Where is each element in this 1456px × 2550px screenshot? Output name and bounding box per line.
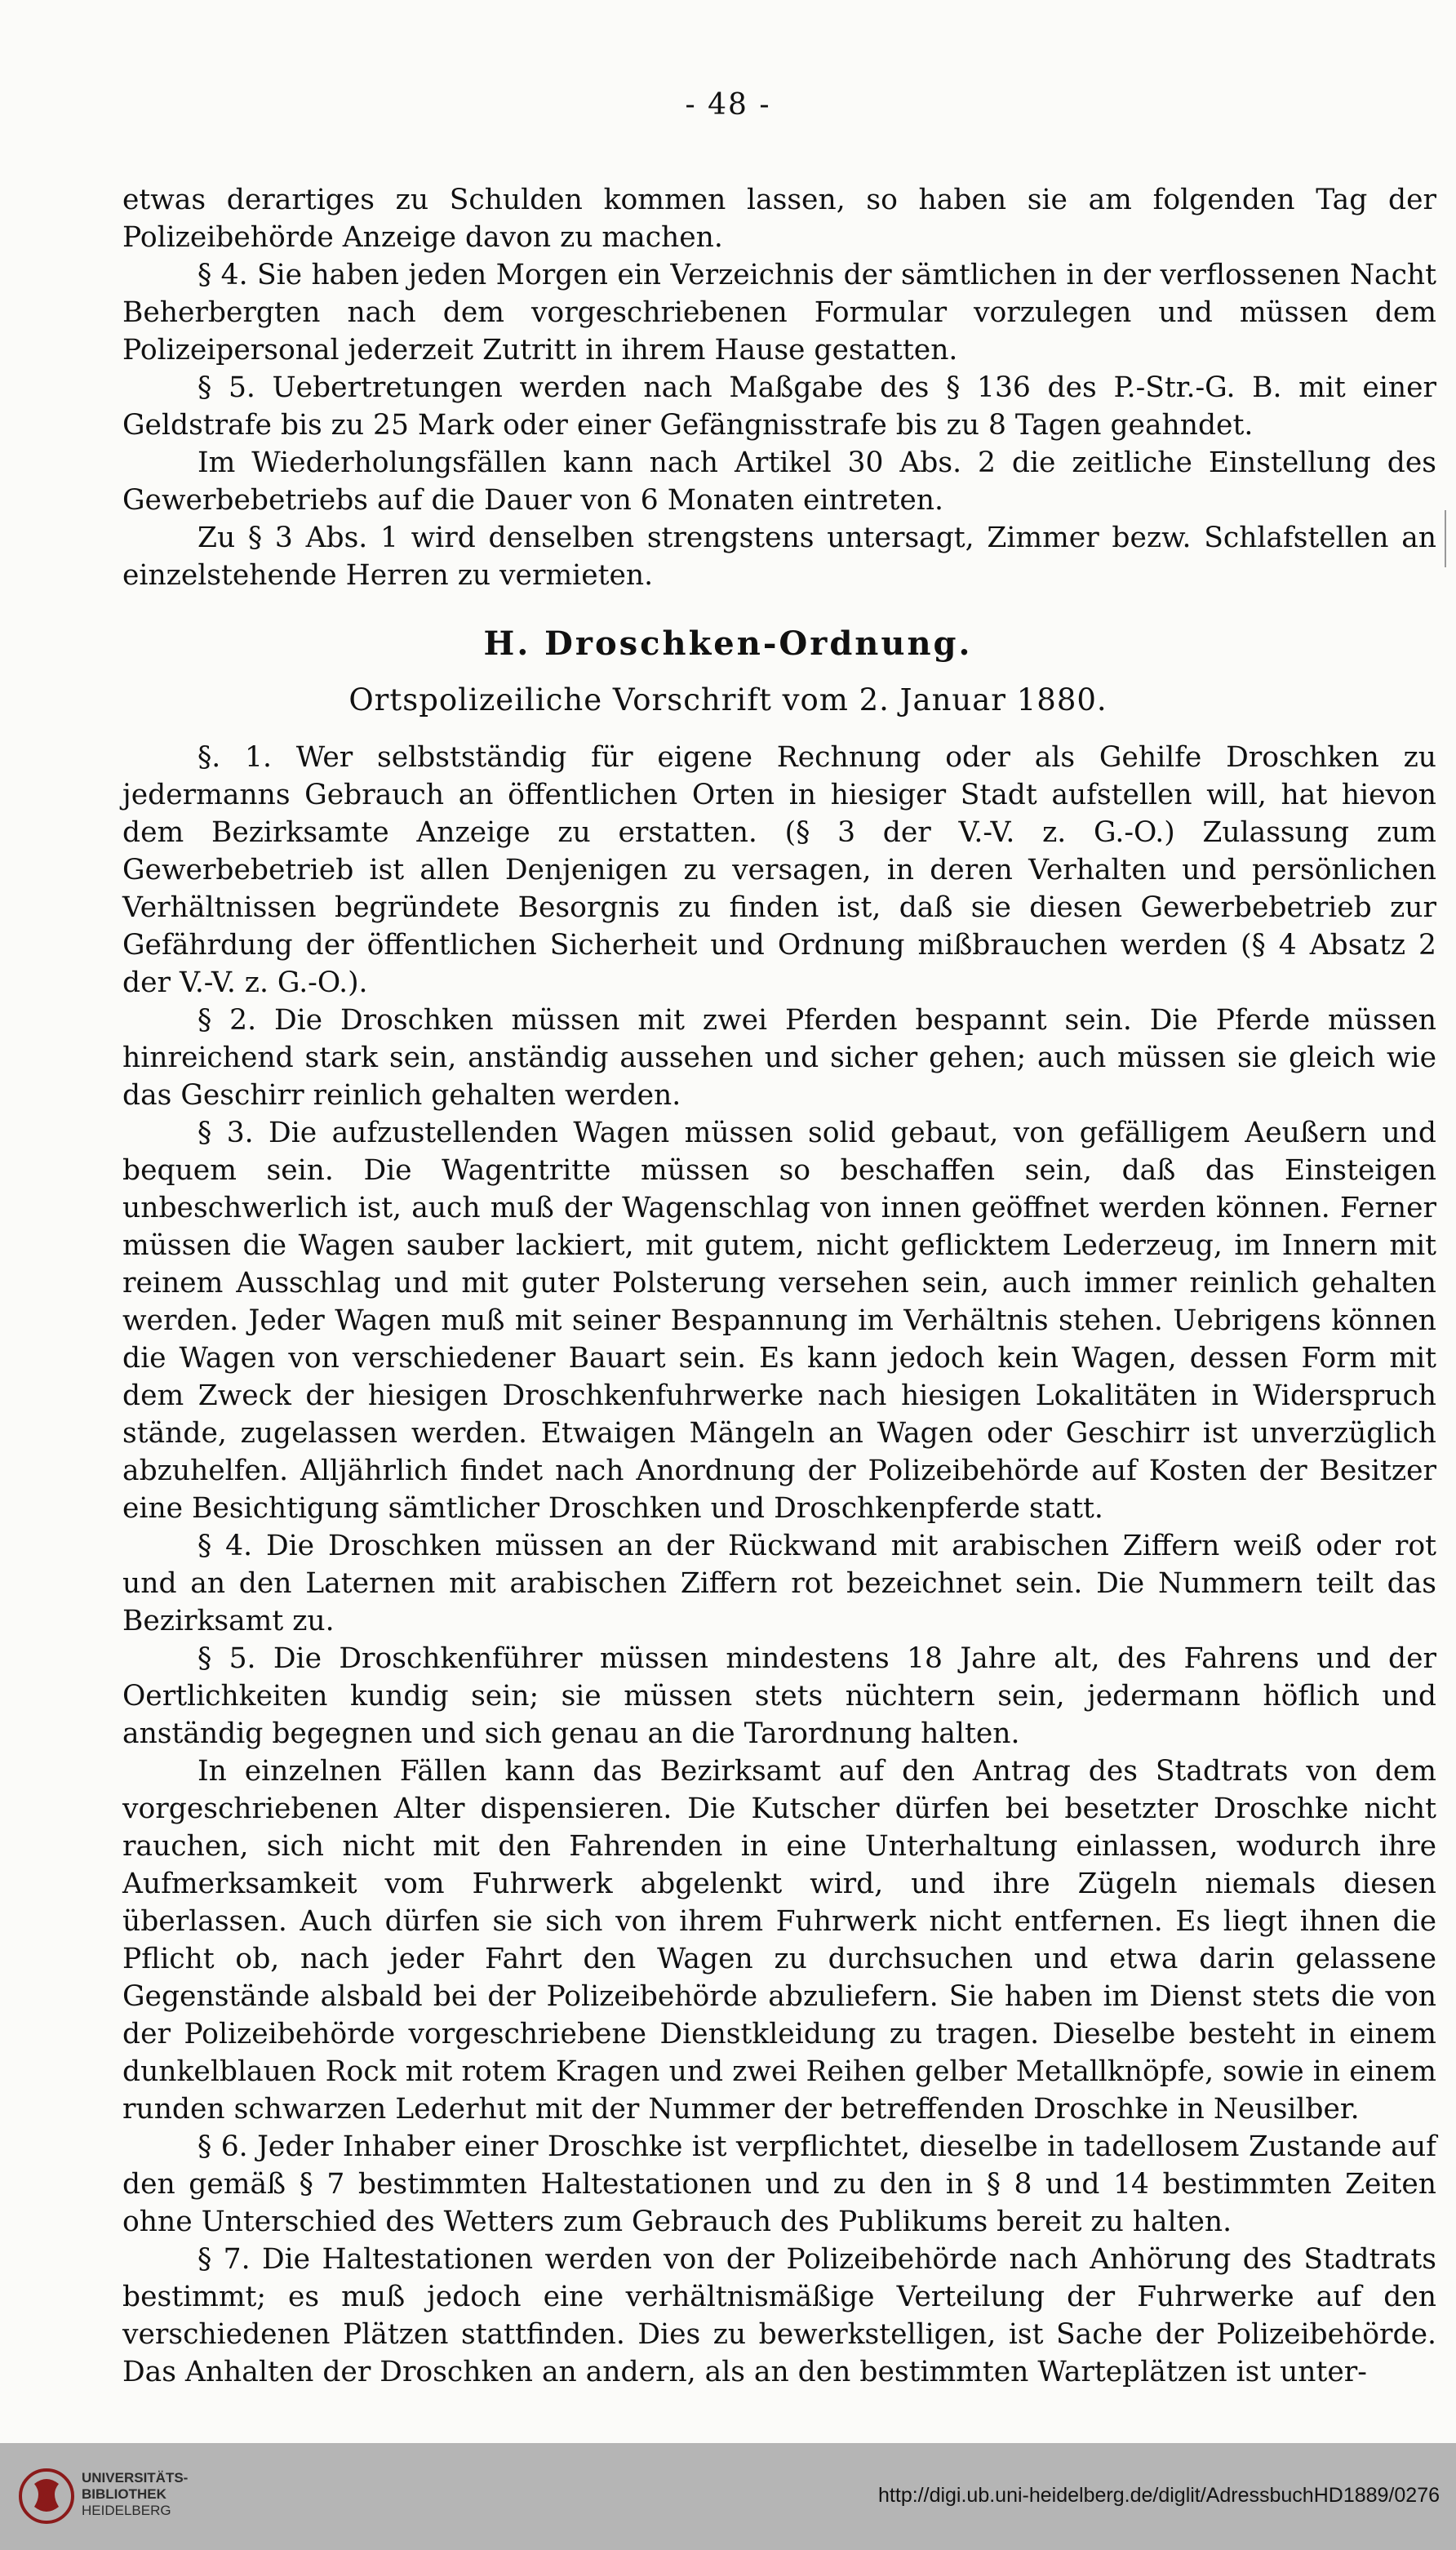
university-seal-icon bbox=[18, 2468, 75, 2525]
digitization-footer bbox=[0, 2443, 1456, 2550]
regulation-section-3: § 3. Die aufzustellenden Wagen müssen solid gebaut, von gefälligem Aeußern und bequem sein. Die Wagentritte müssen so beschaffen sein, daß das Einsteigen unbeschwerlich ist, auch muß der Wagenschlag von innen geöffnet werden können. Ferner müssen die Wagen sauber lackiert, mit gutem, nicht geflicktem Lederzeug, im Innern mit reinem Ausschlag und mit guter Polsterung versehen sein, auch immer reinlich gehalten werden. Jeder Wagen muß mit seiner Bespannung im Verhältnis stehen. Uebrigens können die Wagen von verschiedener Bauart sein. Es kann jedoch kein Wagen, dessen Form mit dem Zweck der hiesigen Droschkenfuhrwerke nach hiesigen Lokalitäten in Widerspruch stände, zugelassen werden. Etwaigen Mängeln an Wagen oder Geschirr ist unverzüglich abzuhelfen. Alljährlich findet nach Anordnung der Polizeibehörde auf Kosten der Besitzer eine Besichtigung sämtlicher Droschken und Droschkenpferde statt. bbox=[122, 1117, 1436, 1525]
regulation-section-2: § 2. Die Droschken müssen mit zwei Pferden bespannt sein. Die Pferde müssen hinreichend stark sein, anständig aussehen und sicher gehen; auch müssen sie gleich wie das Geschirr reinlich gehalten werden. bbox=[122, 1004, 1436, 1112]
margin-mark bbox=[1445, 510, 1446, 567]
page-number: - 48 - bbox=[685, 88, 771, 122]
source-url-link[interactable]: http://digi.ub.uni-heidelberg.de/diglit/AdressbuchHD1889/0276 bbox=[878, 2484, 1440, 2507]
section-subheading: Ortspolizeiliche Vorschrift vom 2. Januar 1880. bbox=[348, 682, 1108, 717]
paragraph-continuation: etwas derartiges zu Schulden kommen lassen, so haben sie am folgenden Tag der Polizeibehörde Anzeige davon zu machen. bbox=[122, 184, 1436, 254]
paragraph-repetition: Im Wiederholungsfällen kann nach Artikel 30 Abs. 2 die zeitliche Einstellung des Gewerbebetriebs auf die Dauer von 6 Monaten eintreten. bbox=[122, 446, 1436, 517]
logo-line-3: HEIDELBERG bbox=[82, 2503, 171, 2518]
paragraph-section-5: § 5. Uebertretungen werden nach Maßgabe des § 136 des P.-Str.-G. B. mit einer Geldstrafe bis zu 25 Mark oder einer Gefängnisstrafe bis zu 8 Tagen geahndet. bbox=[122, 371, 1436, 442]
section-heading: H. Droschken-Ordnung. bbox=[483, 624, 973, 663]
regulation-section-6: § 6. Jeder Inhaber einer Droschke ist verpflichtet, dieselbe in tadellosem Zustande auf den gemäß § 7 bestimmten Haltestationen und zu den in § 8 und 14 bestimmten Zeiten ohne Unterschied des Wetters zum Gebrauch des Publikums bereit zu halten. bbox=[122, 2130, 1436, 2238]
intro-text-block bbox=[122, 181, 1436, 594]
paragraph-zu-section-3: Zu § 3 Abs. 1 wird denselben strengstens untersagt, Zimmer bezw. Schlafstellen an einzelstehende Herren zu vermieten. bbox=[122, 522, 1436, 592]
regulation-section-1: §. 1. Wer selbstständig für eigene Rechnung oder als Gehilfe Droschken zu jedermanns Gebrauch an öffentlichen Orten in hiesiger Stadt aufstellen will, hat hievon dem Bezirksamte Anzeige zu erstatten. (§ 3 der V.-V. z. G.-O.) Zulassung zum Gewerbebetrieb ist allen Denjenigen zu versagen, in deren Verhalten und persönlichen Verhältnissen begründete Besorgnis zu finden ist, daß sie diesen Gewerbebetrieb zur Gefährdung der öffentlichen Sicherheit und Ordnung mißbrauchen werden (§ 4 Absatz 2 der V.-V. z. G.-O.). bbox=[122, 741, 1436, 999]
paragraph-section-4: § 4. Sie haben jeden Morgen ein Verzeichnis der sämtlichen in der verflossenen Nacht Beherbergten nach dem vorgeschriebenen Formular vorzulegen und müssen dem Polizeipersonal jederzeit Zutritt in ihrem Hause gestatten. bbox=[122, 259, 1436, 367]
library-logo-text bbox=[82, 2470, 188, 2519]
regulation-section-5: § 5. Die Droschkenführer müssen mindestens 18 Jahre alt, des Fahrens und der Oertlichkeiten kundig sein; sie müssen stets nüchtern sein, jedermann höflich und anständig begegnen und sich genau an die Tarordnung halten. bbox=[122, 1642, 1436, 1750]
regulation-section-7: § 7. Die Haltestationen werden von der Polizeibehörde nach Anhörung des Stadtrats bestimmt; es muß jedoch eine verhältnismäßige Verteilung der Fuhrwerke auf den verschiedenen Plätzen stattfinden. Dies zu bewerkstelligen, ist Sache der Polizeibehörde. Das Anhalten der Droschken an andern, als an den bestimmten Warteplätzen ist unter- bbox=[122, 2243, 1436, 2388]
regulation-section-5-continued: In einzelnen Fällen kann das Bezirksamt auf den Antrag des Stadtrats von dem vorgeschriebenen Alter dispensieren. Die Kutscher dürfen bei besetzter Droschke nicht rauchen, sich nicht mit den Fahrenden in eine Unterhaltung einlassen, wodurch ihre Aufmerksamkeit vom Fuhrwerk abgelenkt wird, und ihre Zügeln niemals diesen überlassen. Auch dürfen sie sich von ihrem Fuhrwerk nicht entfernen. Es liegt ihnen die Pflicht ob, nach jeder Fahrt den Wagen zu durchsuchen und etwa darin gelassene Gegenstände alsbald bei der Polizeibehörde abzuliefern. Sie haben im Dienst stets die von der Polizeibehörde vorgeschriebene Dienstkleidung zu tragen. Dieselbe besteht in einem dunkelblauen Rock mit rotem Kragen und zwei Reihen gelber Metallknöpfe, sowie in einem runden schwarzen Lederhut mit der Nummer der betreffenden Droschke in Neusilber. bbox=[122, 1755, 1436, 2126]
logo-line-1: UNIVERSITÄTS- bbox=[82, 2470, 189, 2486]
logo-line-2: BIBLIOTHEK bbox=[82, 2486, 166, 2502]
regulation-section-4: § 4. Die Droschken müssen an der Rückwand mit arabischen Ziffern weiß oder rot und an den Laternen mit arabischen Ziffern rot bezeichnet sein. Die Nummern teilt das Bezirksamt zu. bbox=[122, 1530, 1436, 1637]
regulation-text-block bbox=[122, 739, 1436, 2391]
